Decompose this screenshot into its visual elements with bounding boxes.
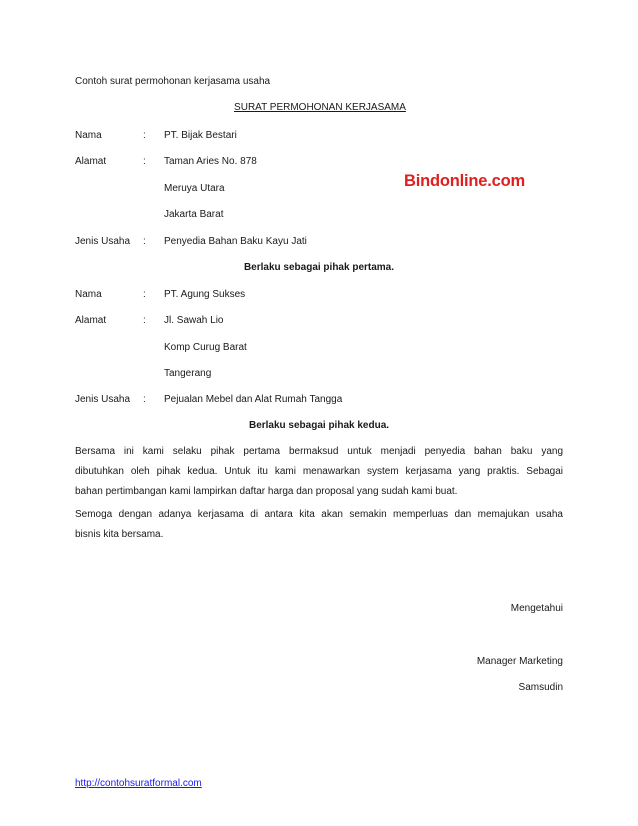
colon: : <box>143 289 146 300</box>
party1-alamat-row3 <box>0 209 638 223</box>
party2-usaha-row <box>0 394 638 408</box>
letter-title <box>0 102 638 113</box>
party1-usaha-label: Jenis Usaha <box>75 236 131 247</box>
party1-alamat-label: Alamat <box>75 156 107 167</box>
colon: : <box>143 236 146 247</box>
party2-usaha-value: Pejualan Mebel dan Alat Rumah Tangga <box>164 394 343 405</box>
document-intro: Contoh surat permohonan kerjasama usaha <box>75 76 271 87</box>
brand-watermark: Bindonline.com <box>404 172 525 190</box>
footer-link[interactable]: http://contohsuratformal.com <box>75 778 202 789</box>
signature-acknowledge: Mengetahui <box>510 603 563 614</box>
body-paragraph-1 <box>75 442 563 502</box>
party2-alamat-line2: Komp Curug Barat <box>164 342 247 353</box>
body-p1-line: bahan pertimbangan kami lampirkan daftar harga dan proposal yang sudah kami buat. <box>75 486 458 497</box>
party1-nama-row <box>0 130 638 144</box>
colon: : <box>143 130 146 141</box>
party2-alamat-line3: Tangerang <box>164 368 212 379</box>
body-paragraph-2 <box>75 505 563 545</box>
party1-alamat-line1: Taman Aries No. 878 <box>164 156 257 167</box>
party1-alamat-row2 <box>0 183 638 197</box>
party1-nama-value: PT. Bijak Bestari <box>164 130 237 141</box>
party2-usaha-label: Jenis Usaha <box>75 394 131 405</box>
party1-nama-label: Nama <box>75 130 102 141</box>
party2-nama-label: Nama <box>75 289 102 300</box>
party1-alamat-line2: Meruya Utara <box>164 183 225 194</box>
party2-alamat-row <box>0 315 638 329</box>
party2-nama-row <box>0 289 638 303</box>
party2-alamat-row3 <box>0 368 638 382</box>
party2-nama-value: PT. Agung Sukses <box>164 289 246 300</box>
colon: : <box>143 315 146 326</box>
signature-name: Samsudin <box>518 682 563 693</box>
colon: : <box>143 394 146 405</box>
party1-usaha-value: Penyedia Bahan Baku Kayu Jati <box>164 236 307 247</box>
body-p1-line: Bersama ini kami selaku pihak pertama bermaksud untuk menjadi penyedia bahan baku yang <box>75 446 563 457</box>
body-p2-line: bisnis kita bersama. <box>75 529 164 540</box>
body-p2-line: Semoga dengan adanya kerjasama di antara kita akan semakin memperluas dan memajukan usaha <box>75 509 563 520</box>
colon: : <box>143 156 146 167</box>
party1-alamat-line3: Jakarta Barat <box>164 209 224 220</box>
party2-alamat-label: Alamat <box>75 315 107 326</box>
body-p1-line: dibutuhkan oleh pihak kedua. Untuk itu kami menawarkan system kerjasama yang praktis. Sebagai <box>75 466 563 477</box>
party2-role: Berlaku sebagai pihak kedua. <box>248 420 390 431</box>
party1-role: Berlaku sebagai pihak pertama. <box>243 262 395 273</box>
signature-position: Manager Marketing <box>476 656 563 667</box>
party2-alamat-line1: Jl. Sawah Lio <box>164 315 224 326</box>
party1-alamat-row <box>0 156 638 170</box>
letter-title-text: SURAT PERMOHONAN KERJASAMA <box>234 102 406 113</box>
party1-usaha-row <box>0 236 638 250</box>
party2-alamat-row2 <box>0 342 638 356</box>
